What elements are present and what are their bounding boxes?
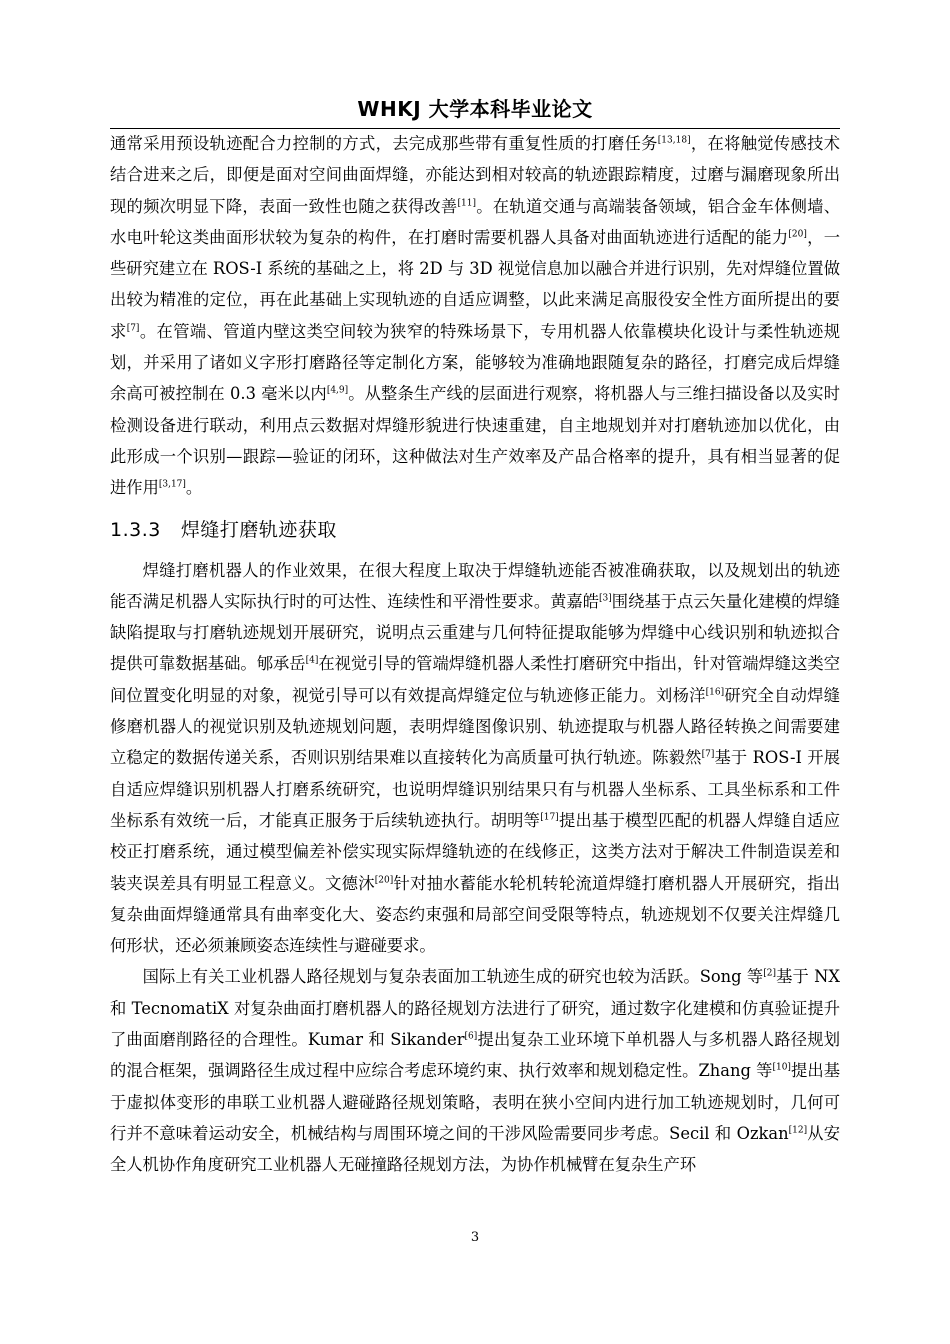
text-run: ，一些研究建立在 ROS-I 系统的基础之上，将 2D 与 3D 视觉信息加以融合并进行识别，先对焊缝位置做出较为精准的定位，再在此基础上实现轨迹的自适应调整，以此来满足高服役安全性方面所提出的要求 [110,227,840,341]
citation-ref: [17] [540,812,559,823]
citation-ref: [20] [374,875,394,886]
citation-ref: [4] [305,656,319,667]
text-run: 提出基于虚拟体变形的串联工业机器人避碰路径规划策略，表明在狭小空间内进行加工轨迹规划时，几何可行并不意味着运动安全，机械结构与周围环境之间的干涉风险需要同步考虑。Secil 和 Ozkan [110,1061,840,1143]
paragraph [110,555,840,962]
citation-ref: [4,9] [326,385,349,396]
paragraph [110,961,840,1180]
header-title: WHKJ 大学本科毕业论文 [357,97,593,121]
document-body [110,128,840,1181]
citation-ref: [2] [763,969,776,979]
citation-ref: [20] [788,229,807,240]
citation-ref: [3] [599,593,612,604]
citation-ref: [3,17] [158,479,186,490]
text-run: 提出基于模型匹配的机器人焊缝自适应校正打磨系统，通过模型偏差补偿实现实际焊缝轨迹的在线修正，这类方法对于解决工件制造误差和装夹误差具有明显工程意义。文德沐 [110,810,840,893]
citation-ref: [16] [705,687,725,698]
citation-ref: [7] [126,323,140,334]
citation-ref: [10] [772,1062,791,1073]
text-run: ，在将触觉传感技术结合进来之后，即便是面对空间曲面焊缝，亦能达到相对较高的轨迹跟踪精度，过磨与漏磨现象所出现的频次明显下降，表面一致性也随之获得改善 [110,134,840,216]
text-run: 基于 ROS-I 开展自适应焊缝识别机器人打磨系统研究，也说明焊缝识别结果只有与机器人坐标系、工具坐标系和工件坐标系有效统一后，才能真正服务于后续轨迹执行。胡明等 [110,748,841,830]
citation-ref: [11] [457,198,476,209]
text-run: 通常采用预设轨迹配合力控制的方式，去完成那些带有重复性质的打磨任务 [110,134,658,153]
text-run: 提出复杂工业环境下单机器人与多机器人路径规划的混合框架，强调路径生成过程中应综合考虑环境约束、执行效率和规划稳定性。Zhang 等 [110,1030,840,1081]
text-run: 在视觉引导的管端焊缝机器人柔性打磨研究中指出，针对管端焊缝这类空间位置变化明显的对象，视觉引导可以有效提高焊缝定位与轨迹修正能力。刘杨洋 [110,654,840,705]
text-run: 焊缝打磨机器人的作业效果，在很大程度上取决于焊缝轨迹能否被准确获取，以及规划出的轨迹能否满足机器人实际执行时的可达性、连续性和平滑性要求。黄嘉皓 [110,560,840,611]
text-run: 。 [185,478,203,498]
citation-ref: [13,18] [657,135,691,146]
paragraph [110,128,840,504]
page-header [110,96,840,129]
text-run: 。从整条生产线的层面进行观察，将机器人与三维扫描设备以及实时检测设备进行联动，利用点云数据对焊缝形貌进行快速重建，自主地规划并对打磨轨迹加以优化，由此形成一个识别—跟踪—验证的闭环，这种做法对生产效率及产品合格率的提升，具有相当显著的促进作用 [110,384,840,498]
citation-ref: [12] [788,1125,808,1136]
text-run: 基于 NX 和 TecnomatiX 对复杂曲面打磨机器人的路径规划方法进行了研究，通过数字化建模和仿真验证提升了曲面磨削路径的合理性。Kumar 和 Sikander [110,967,840,1050]
citation-ref: [7] [701,749,715,760]
page-number: 3 [470,1230,480,1245]
citation-ref: [6] [464,1031,478,1042]
text-run: 研究全自动焊缝修磨机器人的视觉识别及轨迹规划问题，表明焊缝图像识别、轨迹提取与机器人路径转换之间需要建立稳定的数据传递关系，否则识别结果难以直接转化为高质量可执行轨迹。陈毅然 [110,685,840,768]
text-run: 针对抽水蓄能水轮机转轮流道焊缝打磨机器人开展研究，指出复杂曲面焊缝通常具有曲率变化大、姿态约束强和局部空间受限等特点，轨迹规划不仅要关注焊缝几何形状，还必须兼顾姿态连续性与避碰要求。 [110,873,840,956]
text-run: 。在管端、管道内壁这类空间较为狭窄的特殊场景下，专用机器人依靠模块化设计与柔性轨迹规划，并采用了诸如义字形打磨路径等定制化方案，能够较为准确地跟随复杂的路径，打磨完成后焊缝余高可被控制在 0.3 毫米以内 [110,321,840,404]
section-title: 焊缝打磨轨迹获取 [180,518,337,541]
text-run: 国际上有关工业机器人路径规划与复杂表面加工轨迹生成的研究也较为活跃。Song 等 [142,967,764,987]
text-run: 围绕基于点云矢量化建模的焊缝缺陷提取与打磨轨迹规划开展研究，说明点云重建与几何特征提取能够为焊缝中心线识别和轨迹拟合提供可靠数据基础。郇承岳 [110,591,840,674]
text-run: 从安全人机协作角度研究工业机器人无碰撞路径规划方法，为协作机械臂在复杂生产环 [110,1123,840,1175]
section-number: 1.3.3 [110,518,161,541]
section-heading [110,516,840,544]
text-run: 。在轨道交通与高端装备领域，铝合金车体侧墙、水电叶轮这类曲面形状较为复杂的构件，在打磨时需要机器人具备对曲面轨迹进行适配的能力 [110,196,840,247]
